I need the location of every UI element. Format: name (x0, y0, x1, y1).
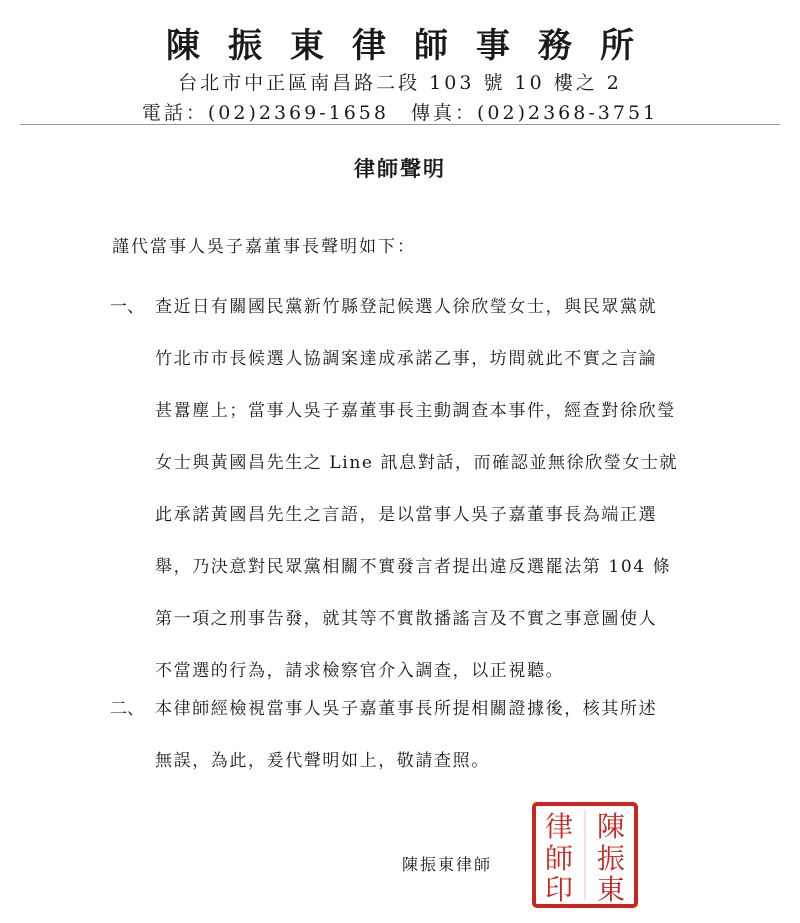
svg-text:印: 印 (544, 873, 574, 906)
signature-name: 陳振東律師 (402, 855, 493, 874)
section-1-line-4: 女士與黃國昌先生之 Line 訊息對話，而確認並無徐欣瑩女士就 (155, 453, 679, 473)
section-1-line-2: 竹北市市長候選人協調案達成承諾乙事，坊間就此不實之言論 (155, 349, 658, 369)
firm-address: 台北市中正區南昌路二段 103 號 10 樓之 2 (178, 72, 622, 94)
header-divider (20, 124, 780, 125)
section-1-line-7: 第一項之刑事告發，就其等不實散播謠言及不實之事意圖使人 (155, 609, 658, 629)
section-2-line-1: 本律師經檢視當事人吳子嘉董事長所提相關證據後，核其所述 (155, 699, 658, 719)
document-title: 律師聲明 (354, 156, 446, 181)
section-1-line-8: 不當選的行為，請求檢察官介入調查，以正視聽。 (155, 661, 565, 681)
svg-text:律: 律 (544, 810, 574, 843)
firm-phone-fax: 電話：(02)2369-1658 傳真：(02)2368-3751 (141, 102, 659, 124)
svg-text:師: 師 (544, 842, 574, 875)
section-1-line-5: 此承諾黃國昌先生之言語，是以當事人吳子嘉董事長為端正選 (155, 505, 658, 525)
section-1-line-6: 舉，乃決意對民眾黨相關不實發言者提出違反選罷法第 104 條 (155, 557, 672, 577)
firm-name: 陳振東律師事務所 (166, 26, 662, 66)
section-2-label: 二、 (110, 699, 144, 719)
section-1-label: 一、 (110, 297, 144, 317)
svg-text:陳: 陳 (596, 810, 626, 843)
section-1-line-1: 查近日有關國民黨新竹縣登記候選人徐欣瑩女士，與民眾黨就 (155, 297, 658, 317)
svg-text:振: 振 (596, 842, 626, 875)
section-2-line-2: 無誤，為此，爰代聲明如上，敬請查照。 (155, 751, 490, 771)
svg-text:東: 東 (596, 873, 626, 906)
lawyer-seal-stamp (530, 800, 640, 910)
intro-paragraph: 謹代當事人吳子嘉董事長聲明如下： (112, 237, 416, 257)
section-1-line-3: 甚囂塵上；當事人吳子嘉董事長主動調查本事件，經查對徐欣瑩 (155, 401, 676, 421)
